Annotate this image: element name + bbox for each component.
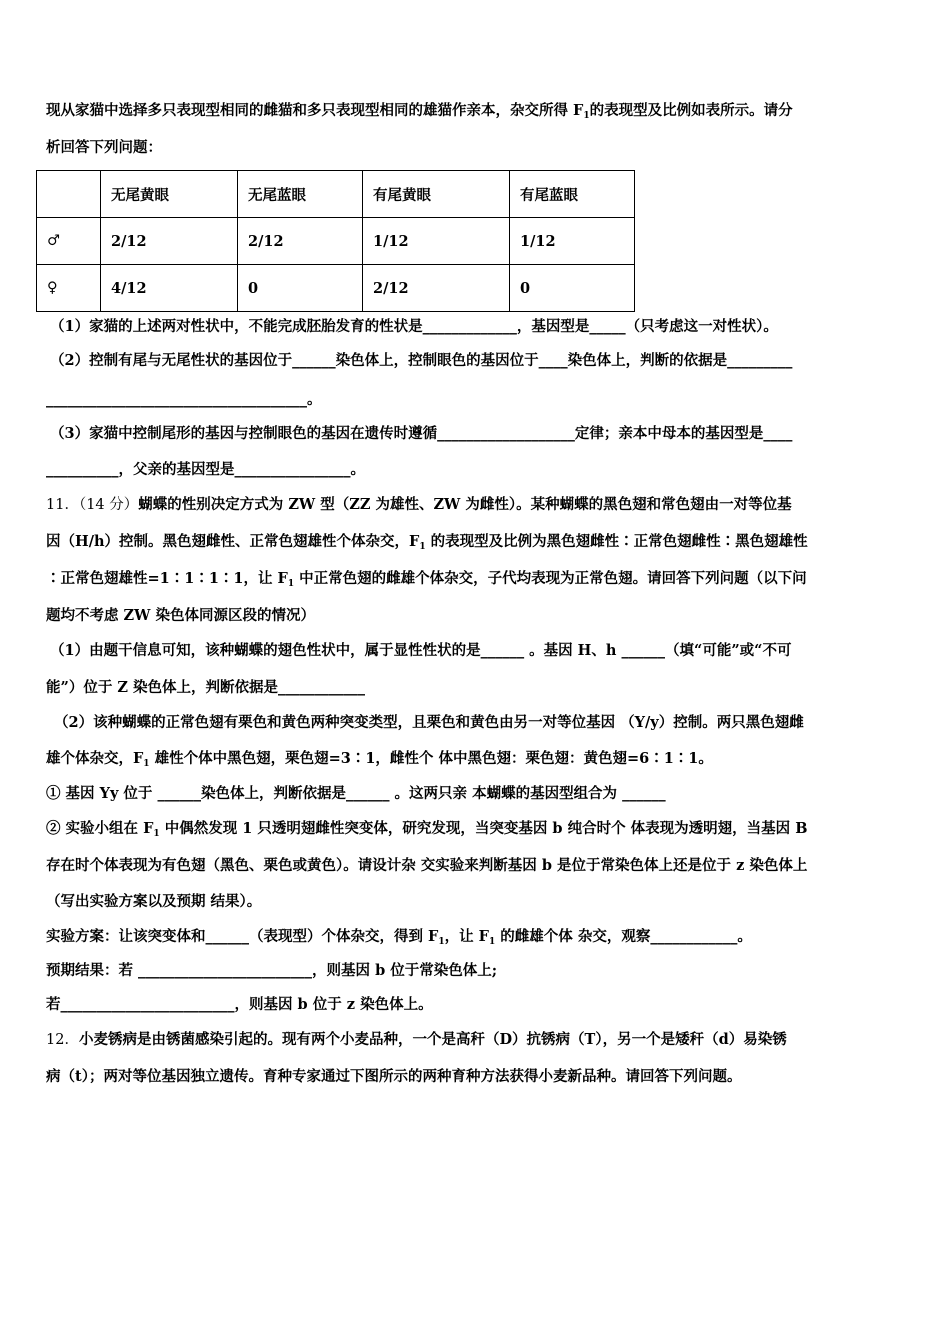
question-number: 11．（14 分） — [46, 497, 139, 513]
table-header-row — [37, 171, 635, 218]
q11-expected-result-2: 若________________________，则基因 b 位于 z 染色体上。 — [46, 996, 433, 1013]
table-cell: 1/12 — [363, 218, 510, 265]
table-cell: 0 — [238, 265, 363, 312]
q10-part1: （1）家猫的上述两对性状中，不能完成胚胎发育的性状是_____________，基因型是_____（只考虑这一对性状）。 — [50, 318, 778, 335]
intro-line-2: 析回答下列问题： — [46, 139, 162, 156]
table-row — [37, 265, 635, 312]
q11-item2-line2: 存在时个体表现为有色翅（黑色、栗色或黄色）。请设计杂 交实验来判断基因 b 是位于常染色体上还是位于 z 染色体上 — [46, 857, 808, 874]
table-header-cell — [37, 171, 101, 218]
q10-part2-line2: ____________________________________。 — [46, 391, 322, 408]
table-row — [37, 218, 635, 265]
male-symbol: ♂ — [37, 218, 101, 265]
q11-line-2: 因（H/h）控制。黑色翅雌性、正常色翅雄性个体杂交，$F_1$ 的表现型及比例为黑色翅雌性∶正常色翅雌性∶黑色翅雄性 — [46, 533, 808, 552]
intro-line-1: 现从家猫中选择多只表现型相同的雌猫和多只表现型相同的雄猫作亲本，杂交所得 $F_1$的表现型及比例如表所示。请分 — [46, 102, 793, 121]
table-cell: 2/12 — [101, 218, 238, 265]
q11-part2-line1: （2）该种蝴蝶的正常色翅有栗色和黄色两种突变类型，且栗色和黄色由另一对等位基因 （Y/y）控制。两只黑色翅雌 — [54, 714, 804, 731]
q11-line-3: ∶正常色翅雄性=1∶1∶1∶1，让 $F_1$ 中正常色翅的雌雄个体杂交，子代均表现为正常色翅。请回答下列问题（以下问 — [46, 570, 807, 589]
q10-part2-line1: （2）控制有尾与无尾性状的基因位于______染色体上，控制眼色的基因位于____染色体上，判断的依据是_________ — [50, 352, 793, 369]
question-number: 12． — [46, 1032, 79, 1048]
table-header-cell: 有尾蓝眼 — [510, 171, 635, 218]
q10-part3-line2: __________，父亲的基因型是________________。 — [46, 461, 365, 478]
table-cell: 2/12 — [363, 265, 510, 312]
table-cell: 4/12 — [101, 265, 238, 312]
q10-part3-line1: （3）家猫中控制尾形的基因与控制眼色的基因在遗传时遵循___________________定律；亲本中母本的基因型是____ — [50, 425, 793, 442]
q11-part1-line1: （1）由题干信息可知，该种蝴蝶的翅色性状中，属于显性性状的是______ 。基因 H、h ______（填“可能”或“不可 — [50, 642, 792, 659]
q11-item2-line1: ② 实验小组在 $F_1$ 中偶然发现 1 只透明翅雌性突变体，研究发现，当突变基因 b 纯合时个 体表现为透明翅，当基因 B — [46, 820, 808, 839]
q11-line-1: 11．（14 分）蝴蝶的性别决定方式为 ZW 型（ZZ 为雄性、ZW 为雌性）。某种蝴蝶的黑色翅和常色翅由一对等位基 — [46, 496, 792, 513]
q11-line-4: 题均不考虑 ZW 染色体同源区段的情况） — [46, 607, 315, 624]
table-cell: 2/12 — [238, 218, 363, 265]
q11-item2-line3: （写出实验方案以及预期 结果）。 — [46, 893, 262, 910]
q11-expected-result-1: 预期结果：若 ________________________，则基因 b 位于常染色体上; — [46, 962, 498, 979]
table-header-cell: 有尾黄眼 — [363, 171, 510, 218]
q11-part1-line2: 能”）位于 Z 染色体上，判断依据是____________ — [46, 679, 366, 696]
table-cell: 0 — [510, 265, 635, 312]
table-header-cell: 无尾蓝眼 — [238, 171, 363, 218]
q11-experiment-plan: 实验方案：让该突变体和______（表现型）个体杂交，得到 $F_1$，让 $F_1$ 的雌雄个体 杂交，观察____________。 — [46, 928, 752, 947]
phenotype-table — [36, 170, 635, 312]
q11-part2-line2: 雄个体杂交，$F_1$ 雄性个体中黑色翅，栗色翅=3∶1，雌性个 体中黑色翅：栗色翅：黄色翅=6∶1∶1。 — [46, 750, 713, 769]
female-symbol: ♀ — [37, 265, 101, 312]
q12-line-2: 病（t）；两对等位基因独立遗传。育种专家通过下图所示的两种育种方法获得小麦新品种。请回答下列问题。 — [46, 1068, 742, 1085]
table-header-cell: 无尾黄眼 — [101, 171, 238, 218]
q11-item1: ① 基因 Yy 位于 ______染色体上，判断依据是______ 。这两只亲 本蝴蝶的基因型组合为 ______ — [46, 785, 666, 802]
q12-line-1: 12．小麦锈病是由锈菌感染引起的。现有两个小麦品种，一个是高秆（D）抗锈病（T），另一个是矮秆（d）易染锈 — [46, 1031, 787, 1048]
table-cell: 1/12 — [510, 218, 635, 265]
